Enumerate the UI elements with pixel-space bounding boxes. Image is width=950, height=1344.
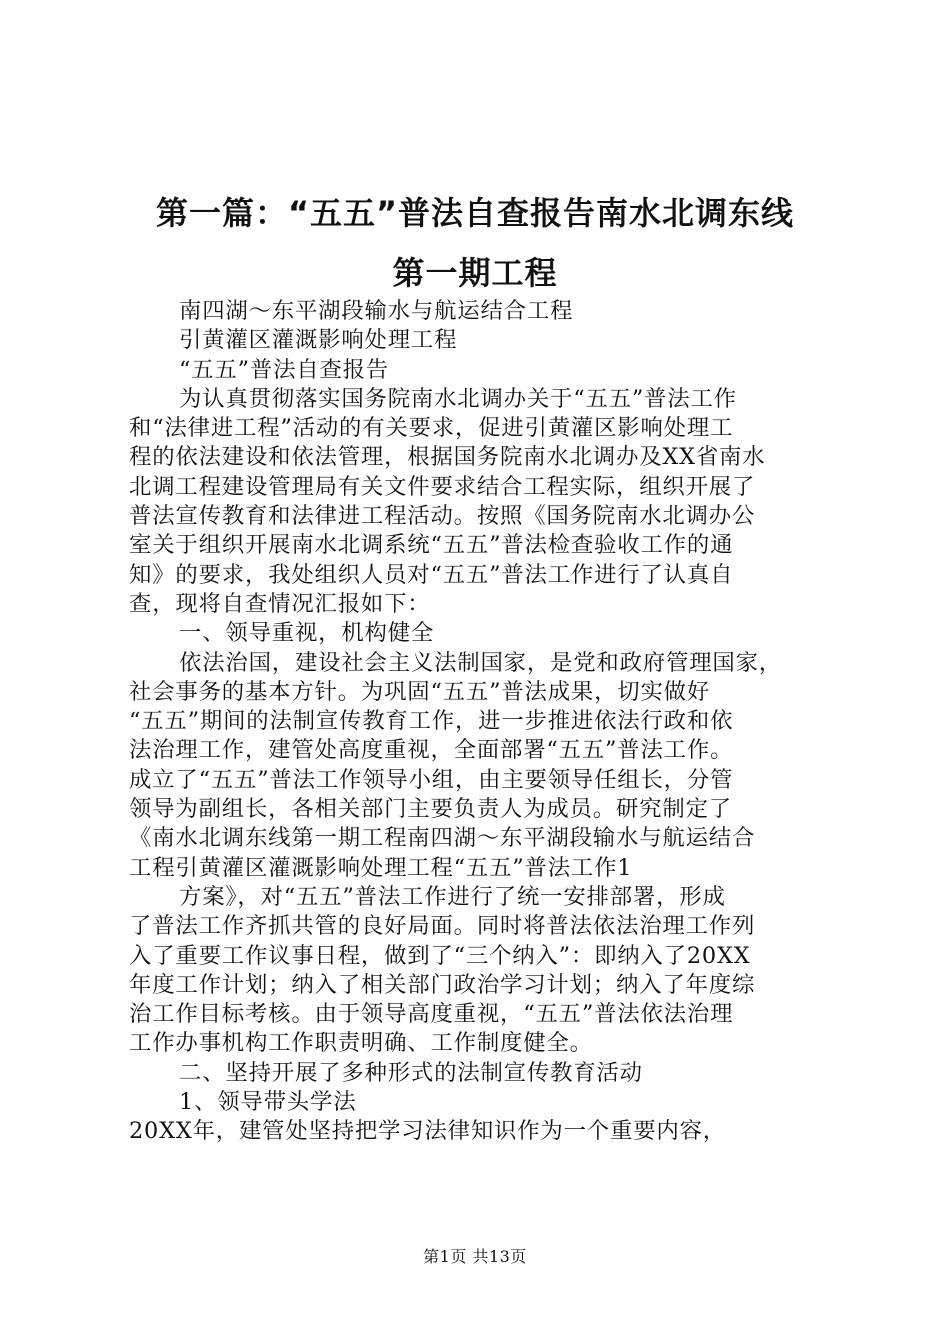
paragraph-line: “五五”期间的法制宣传教育工作，进一步推进依法行政和依 bbox=[129, 708, 734, 735]
document-title-line-1: 第一篇：“五五”普法自查报告南水北调东线 bbox=[155, 194, 795, 232]
paragraph-line: 和“法律进工程”活动的有关要求，促进引黄灌区影响处理工 bbox=[129, 415, 734, 442]
document-body bbox=[129, 297, 829, 1147]
section-heading-2: 二、坚持开展了多种形式的法制宣传教育活动 bbox=[179, 1059, 643, 1086]
paragraph-line: 程的依法建设和依法管理，根据国务院南水北调办及XX省南水 bbox=[129, 444, 766, 471]
paragraph-line: 为认真贯彻落实国务院南水北调办关于“五五”普法工作 bbox=[179, 385, 737, 412]
paragraph-line: 工程引黄灌区灌溉影响处理工程“五五”普法工作1 bbox=[129, 854, 633, 881]
paragraph-line: 方案》，对“五五”普法工作进行了统一安排部署，形成 bbox=[179, 883, 726, 910]
subtitle-report: “五五”普法自查报告 bbox=[179, 356, 390, 383]
paragraph-line: 普法宣传教育和法律进工程活动。按照《国务院南水北调办公 bbox=[129, 503, 756, 530]
paragraph-line: 查，现将自查情况汇报如下： bbox=[129, 590, 431, 617]
paragraph-line: 治工作目标考核。由于领导高度重视，“五五”普法依法治理 bbox=[129, 1001, 734, 1028]
section-heading-1: 一、领导重视，机构健全 bbox=[179, 620, 435, 647]
paragraph-line: 《南水北调东线第一期工程南四湖～东平湖段输水与航运结合 bbox=[129, 825, 756, 852]
paragraph-line: 工作办事机构工作职责明确、工作制度健全。 bbox=[129, 1030, 593, 1057]
subtitle-project-1: 南四湖～东平湖段输水与航运结合工程 bbox=[179, 298, 574, 324]
document-title-line-2: 第一期工程 bbox=[392, 254, 558, 292]
paragraph-line: 法治理工作，建管处高度重视，全面部署“五五”普法工作。 bbox=[129, 737, 734, 764]
page-footer: 第1页 共13页 bbox=[423, 1247, 527, 1266]
paragraph-line: 年度工作计划；纳入了相关部门政治学习计划；纳入了年度综 bbox=[129, 971, 756, 998]
paragraph-line: 室关于组织开展南水北调系统“五五”普法检查验收工作的通 bbox=[129, 532, 734, 559]
paragraph-line: 成立了“五五”普法工作领导小组，由主要领导任组长，分管 bbox=[129, 766, 734, 793]
subtitle-project-2: 引黄灌区灌溉影响处理工程 bbox=[179, 327, 458, 354]
paragraph-line: 入了重要工作议事日程，做到了“三个纳入”：即纳入了20XX bbox=[129, 942, 751, 969]
paragraph-line: 20XX年，建管处坚持把学习法律知识作为一个重要内容， bbox=[129, 1118, 726, 1145]
paragraph-line: 社会事务的基本方针。为巩固“五五”普法成果，切实做好 bbox=[129, 678, 711, 705]
paragraph-line: 领导为副组长，各相关部门主要负责人为成员。研究制定了 bbox=[129, 796, 732, 823]
paragraph-line: 了普法工作齐抓共管的良好局面。同时将普法依法治理工作列 bbox=[129, 913, 756, 940]
paragraph-line: 依法治国，建设社会主义法制国家，是党和政府管理国家， bbox=[179, 649, 782, 676]
paragraph-line: 知》的要求，我处组织人员对“五五”普法工作进行了认真自 bbox=[129, 561, 734, 588]
paragraph-line: 北调工程建设管理局有关文件要求结合工程实际，组织开展了 bbox=[129, 473, 756, 500]
subsection-heading: 1、领导带头学法 bbox=[179, 1089, 357, 1116]
